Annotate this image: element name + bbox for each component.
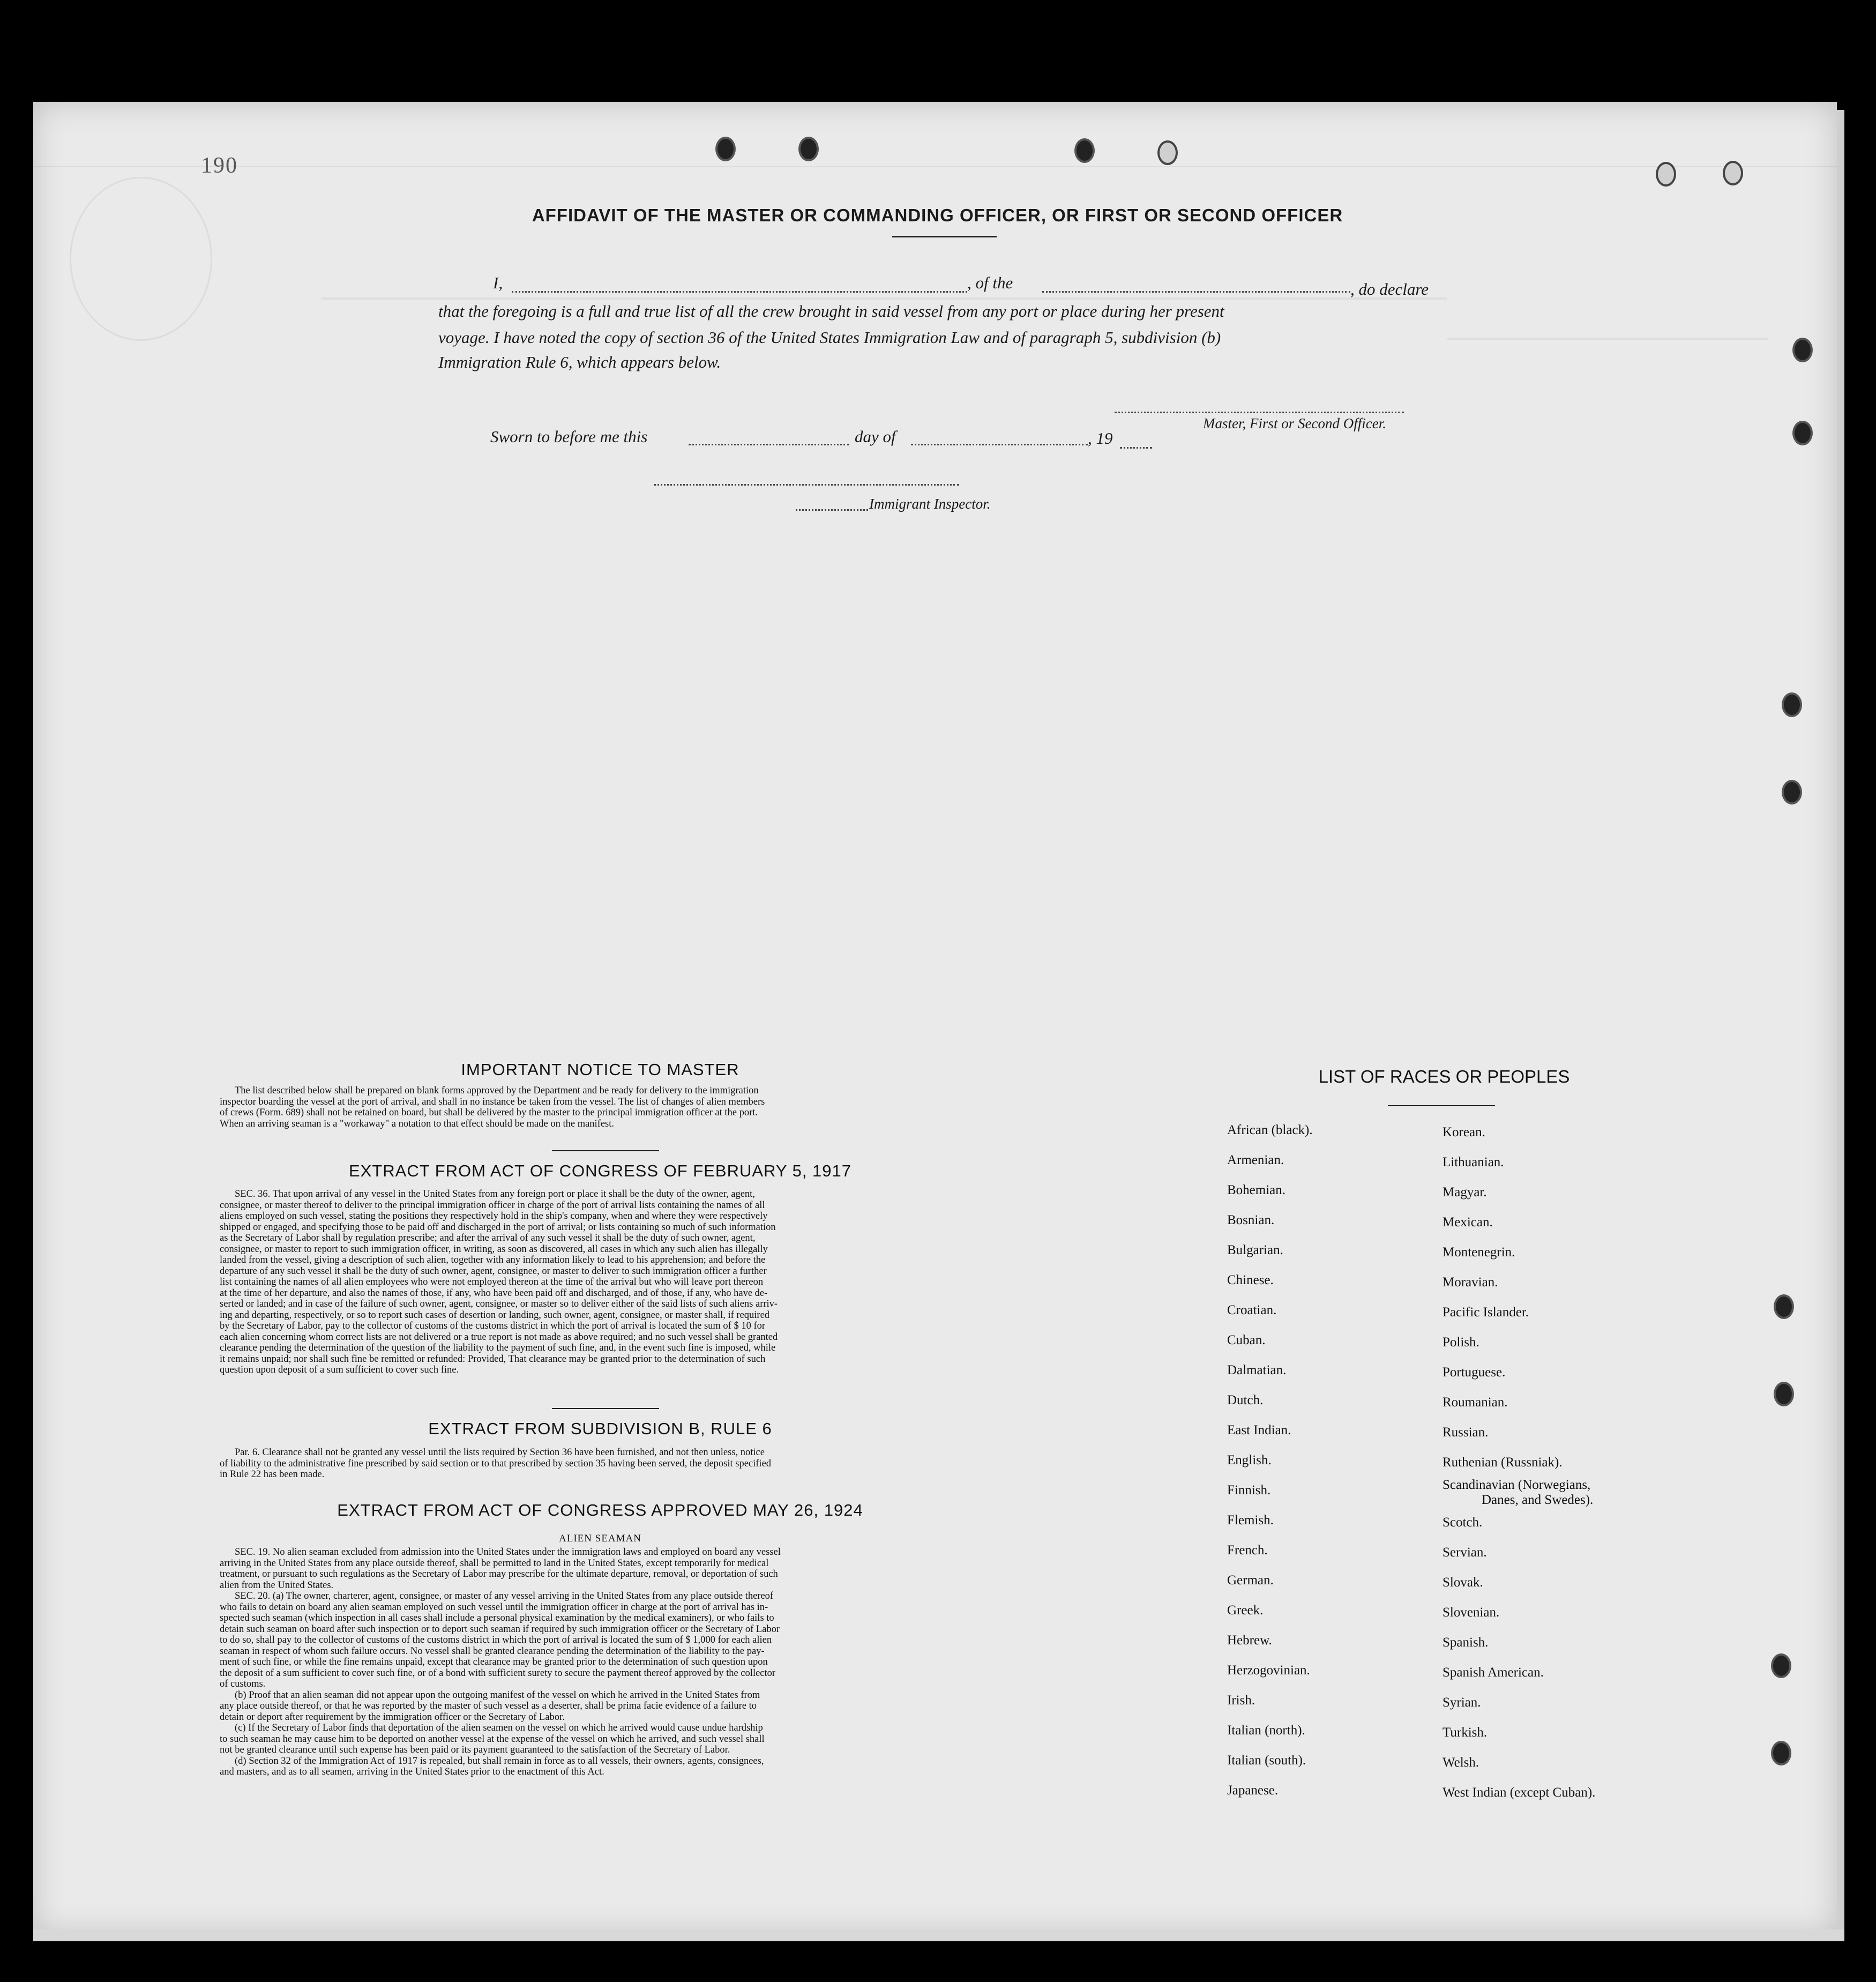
law-line: each alien concerning whom correct lists are not delivered or a true report is not made as above required; and no such vessel shall be granted bbox=[220, 1331, 778, 1343]
race-item: Spanish American. bbox=[1442, 1665, 1544, 1680]
race-item: Spanish. bbox=[1442, 1635, 1489, 1650]
races-title: LIST OF RACES OR PEOPLES bbox=[1318, 1067, 1570, 1086]
race-item: Russian. bbox=[1442, 1425, 1489, 1440]
punch-hole bbox=[1771, 1741, 1791, 1765]
race-item: Servian. bbox=[1442, 1545, 1487, 1560]
law-line: by the Secretary of Labor, pay to the collector of customs of the customs district in which the port of arrival is located the sum of $ 10 for bbox=[220, 1321, 766, 1331]
punch-hole bbox=[1792, 421, 1813, 445]
race-item: Hebrew. bbox=[1227, 1633, 1272, 1648]
notice-line: When an arriving seaman is a "workaway" a notation to that effect should be made on the manifest. bbox=[220, 1118, 615, 1129]
inspector-label: Immigrant Inspector. bbox=[869, 496, 991, 512]
affidavit-i: I, bbox=[493, 273, 503, 292]
inspector-prefix-field bbox=[796, 509, 868, 511]
extract-1924-subtitle: ALIEN SEAMAN bbox=[559, 1533, 641, 1544]
punch-hole bbox=[715, 137, 736, 161]
law-line: question upon deposit of a sum sufficient to cover such fine. bbox=[220, 1365, 459, 1375]
section-rule bbox=[552, 1408, 659, 1409]
race-item: Ruthenian (Russniak). bbox=[1442, 1455, 1563, 1470]
race-item: Italian (north). bbox=[1227, 1723, 1305, 1738]
punch-hole bbox=[1782, 692, 1802, 717]
law-line: alien from the United States. bbox=[220, 1579, 334, 1591]
law-line: seaman in respect of whom such failure occurs. No vessel shall be granted clearance pending the determination of the liability to the pay- bbox=[220, 1645, 765, 1657]
year-label: , 19 bbox=[1088, 429, 1113, 448]
race-item: Bohemian. bbox=[1227, 1183, 1286, 1197]
race-item: Korean. bbox=[1442, 1125, 1485, 1139]
signature-label: Master, First or Second Officer. bbox=[1203, 415, 1386, 431]
race-item: Slovak. bbox=[1442, 1575, 1483, 1590]
race-item: Armenian. bbox=[1227, 1153, 1284, 1167]
race-item: Japanese. bbox=[1227, 1783, 1279, 1798]
affidavit-title: AFFIDAVIT OF THE MASTER OR COMMANDING OFFICER, OR FIRST OR SECOND OFFICER bbox=[532, 205, 1343, 225]
sworn-year-field bbox=[1120, 447, 1152, 449]
race-item: Dutch. bbox=[1227, 1393, 1264, 1407]
sheet-edge bbox=[1837, 110, 1844, 1935]
law-line: the deposit of a sum sufficient to cover such fine, or of a bond with sufficient surety to secure the payment thereof approved by the collector bbox=[220, 1667, 776, 1679]
fold-line bbox=[33, 166, 1837, 167]
law-line: of customs. bbox=[220, 1679, 266, 1689]
punch-hole bbox=[1074, 138, 1095, 163]
affidavit-line-4: Immigration Rule 6, which appears below. bbox=[438, 353, 721, 371]
law-line: not be granted clearance until such expense has been paid or its payment guaranteed to the satisfaction of the Secretary of Labor. bbox=[220, 1745, 730, 1755]
race-item: Scandinavian (Norwegians, bbox=[1442, 1478, 1591, 1492]
rule-line: Par. 6. Clearance shall not be granted any vessel until the lists required by Section 36 have been furnished, and not then unless, notice bbox=[235, 1447, 765, 1458]
law-line: aliens employed on such vessel, stating the positions they respectively hold in the ship's company, when and where they were respectively bbox=[220, 1211, 768, 1221]
race-item: Italian (south). bbox=[1227, 1753, 1306, 1768]
race-item: Bulgarian. bbox=[1227, 1243, 1283, 1257]
race-item: French. bbox=[1227, 1543, 1268, 1558]
race-item: Portuguese. bbox=[1442, 1365, 1506, 1380]
rule-line: of liability to the administrative fine prescribed by said section or to that prescribed by section 35 having been served, the deposit specified bbox=[220, 1458, 772, 1469]
race-item: German. bbox=[1227, 1573, 1274, 1588]
inspector-signature-field bbox=[654, 484, 959, 486]
race-item: Finnish. bbox=[1227, 1483, 1271, 1497]
affidavit-line-3: voyage. I have noted the copy of section 36 of the United States Immigration Law and of paragraph 5, subdivision (b) bbox=[438, 328, 1221, 347]
law-line: SEC. 19. No alien seaman excluded from admission into the United States under the immigration laws and employed on board any vessel bbox=[235, 1547, 781, 1558]
law-line: any place outside thereof, or that he was reported by the master of such vessel as a deserter, shall be prima facie evidence of a failure to bbox=[220, 1701, 757, 1711]
notice-line: inspector boarding the vessel at the port of arrival, and shall in no instance be taken from the vessel. The list of changes of alien members bbox=[220, 1096, 765, 1107]
signature-field bbox=[1115, 412, 1404, 413]
race-item: Chinese. bbox=[1227, 1273, 1274, 1287]
law-line: (c) If the Secretary of Labor finds that deportation of the alien seamen on the vessel on which he arrived would cause undue hardship bbox=[235, 1723, 763, 1733]
law-line: and masters, and as to all seamen, arriving in the United States prior to the enactment of this Act. bbox=[220, 1767, 604, 1777]
punch-hole bbox=[1771, 1653, 1791, 1678]
race-item: English. bbox=[1227, 1453, 1272, 1467]
law-line: serted or landed; and in case of the failure of such owner, agent, consignee, or master so to deliver either of the said lists of such aliens arriv- bbox=[220, 1299, 778, 1309]
extract-1924-title: EXTRACT FROM ACT OF CONGRESS APPROVED MAY 26, 1924 bbox=[337, 1501, 863, 1519]
race-item: Cuban. bbox=[1227, 1333, 1266, 1347]
race-item: East Indian. bbox=[1227, 1423, 1291, 1437]
law-line: landed from the vessel, giving a description of such alien, together with any information likely to lead to his apprehension; and before the bbox=[220, 1255, 766, 1265]
sworn-day-field bbox=[689, 444, 849, 445]
race-item: Greek. bbox=[1227, 1603, 1264, 1618]
punch-hole bbox=[1774, 1382, 1794, 1406]
race-item: Pacific Islander. bbox=[1442, 1305, 1529, 1320]
race-item: Magyar. bbox=[1442, 1185, 1487, 1199]
extract-1917-text bbox=[220, 1189, 983, 1376]
name-field bbox=[512, 291, 967, 293]
rule6-title: EXTRACT FROM SUBDIVISION B, RULE 6 bbox=[428, 1419, 772, 1438]
law-line: ment of such fine, or while the fine remains unpaid, except that clearance may be granted prior to the determination of such question upon bbox=[220, 1657, 768, 1667]
punch-hole bbox=[1792, 338, 1813, 362]
affidavit-line-2: that the foregoing is a full and true list of all the crew brought in said vessel from any port or place during her present bbox=[438, 302, 1224, 321]
race-item: Flemish. bbox=[1227, 1513, 1274, 1528]
law-line: as the Secretary of Labor shall by regulation prescribe; and after the arrival of any such vessel it shall be the duty of such owner, agent, bbox=[220, 1233, 756, 1243]
race-item: Moravian. bbox=[1442, 1275, 1498, 1290]
race-item: Montenegrin. bbox=[1442, 1245, 1515, 1260]
affidavit-of-the: , of the bbox=[967, 273, 1013, 292]
law-line: consignee, or master thereof to deliver to the principal immigration officer in charge of the port of arrival lists containing the names of all bbox=[220, 1199, 765, 1211]
title-rule bbox=[892, 236, 997, 237]
race-item: Slovenian. bbox=[1442, 1605, 1500, 1620]
law-line: list containing the names of all alien employees who were not employed thereon at the time of the arrival but who will leave port thereon bbox=[220, 1277, 764, 1287]
law-line: (d) Section 32 of the Immigration Act of 1917 is repealed, but shall remain in force as to all vessels, their owners, agents, consignees, bbox=[235, 1755, 764, 1767]
rule-line: in Rule 22 has been made. bbox=[220, 1469, 325, 1480]
punch-hole bbox=[798, 137, 819, 161]
notice-line: of crews (Form. 689) shall not be retained on board, but shall be delivered by the master to the principal immigration officer at the port. bbox=[220, 1107, 758, 1118]
race-item: Dalmatian. bbox=[1227, 1363, 1287, 1377]
race-item: Lithuanian. bbox=[1442, 1155, 1504, 1169]
law-line: who fails to detain on board any alien seaman employed on such vessel until the immigration officer in charge at the port of arrival has in- bbox=[220, 1601, 768, 1613]
lower-sheet-strip bbox=[33, 1929, 1844, 1941]
race-item: Danes, and Swedes). bbox=[1482, 1493, 1594, 1507]
law-line: at the time of her departure, and also the names of those, if any, who have been paid off and discharged, and of those, if any, who have de- bbox=[220, 1287, 768, 1299]
bleed-through bbox=[1447, 316, 1768, 340]
race-item: Polish. bbox=[1442, 1335, 1479, 1350]
race-item: Welsh. bbox=[1442, 1755, 1479, 1770]
affidavit-declare: , do declare bbox=[1350, 280, 1429, 299]
race-item: Irish. bbox=[1227, 1693, 1255, 1708]
law-line: arriving in the United States from any place outside thereof, shall be permitted to land in the United States, except temporarily for medical bbox=[220, 1558, 769, 1569]
extract-1924-text bbox=[220, 1547, 983, 1778]
punch-hole bbox=[1774, 1294, 1794, 1319]
law-line: it remains unpaid; nor shall such fine be remitted or refunded: Provided, That clearance may be granted prior to the determination of such bbox=[220, 1353, 766, 1365]
race-item: Mexican. bbox=[1442, 1215, 1493, 1230]
race-item: Croatian. bbox=[1227, 1303, 1277, 1317]
faded-seal bbox=[70, 177, 212, 341]
races-rule bbox=[1388, 1105, 1495, 1106]
page-number: 190 bbox=[201, 153, 238, 178]
race-item: Herzogovinian. bbox=[1227, 1663, 1310, 1678]
sworn-month-field bbox=[911, 444, 1088, 445]
punch-hole bbox=[1656, 162, 1676, 187]
law-line: to do so, shall pay to the collector of customs of the customs district in which the port of arrival is located the sum of $ 1,000 for each alien bbox=[220, 1635, 772, 1645]
law-line: shipped or engaged, and specifying those to be paid off and discharged in the port of arrival; or lists containing so much of such information bbox=[220, 1221, 776, 1233]
day-of-label: day of bbox=[855, 427, 896, 446]
extract-1917-title: EXTRACT FROM ACT OF CONGRESS OF FEBRUARY 5, 1917 bbox=[348, 1161, 852, 1180]
punch-hole bbox=[1723, 161, 1743, 185]
race-item: Roumanian. bbox=[1442, 1395, 1508, 1410]
notice-line: The list described below shall be prepared on blank forms approved by the Department and be ready for delivery to the immigration bbox=[235, 1085, 759, 1096]
law-line: ing and departing, respectively, or so to report such cases of desertion or landing, such owner, agent, consignee, or master shall, if required bbox=[220, 1309, 770, 1321]
law-line: (b) Proof that an alien seaman did not appear upon the outgoing manifest of the vessel on which he arrived in the United States from bbox=[235, 1689, 760, 1701]
notice-title: IMPORTANT NOTICE TO MASTER bbox=[461, 1060, 739, 1079]
punch-hole bbox=[1782, 780, 1802, 804]
law-line: detain or deport after requirement by the immigration officer or the Secretary of Labor. bbox=[220, 1711, 565, 1723]
law-line: SEC. 20. (a) The owner, charterer, agent, consignee, or master of any vessel arriving in the United States from any place outside thereof bbox=[235, 1591, 774, 1601]
law-line: spected such seaman (which inspection in all cases shall include a personal physical examination by the medical examiners), or who fails to bbox=[220, 1613, 774, 1623]
law-line: detain such seaman on board after such inspection or to deport such seaman if required by such immigration officer or the Secretary of Labor bbox=[220, 1623, 780, 1635]
race-item: Scotch. bbox=[1442, 1515, 1483, 1530]
race-item: African (black). bbox=[1227, 1123, 1313, 1137]
race-item: Syrian. bbox=[1442, 1695, 1481, 1710]
notice-text bbox=[220, 1085, 983, 1129]
punch-hole bbox=[1157, 140, 1178, 165]
law-line: treatment, or pursuant to such regulations as the Secretary of Labor may prescribe for the ultimate departure, removal, or deportation of such bbox=[220, 1569, 778, 1579]
vessel-field bbox=[1042, 291, 1350, 293]
bleed-through bbox=[322, 276, 1447, 300]
race-item: Bosnian. bbox=[1227, 1213, 1275, 1227]
law-line: departure of any such vessel it shall be the duty of such owner, agent, consignee, or master to deliver to such immigration officer a further bbox=[220, 1265, 767, 1277]
section-rule bbox=[552, 1150, 659, 1151]
law-line: to such seaman he may cause him to be deported on another vessel at the expense of the vessel on which he arrived, and such vessel shall bbox=[220, 1733, 765, 1745]
law-line: consignee, or master to report to such immigration officer, in writing, as soon as discovered, all cases in which any such alien has illegally bbox=[220, 1243, 768, 1255]
law-line: clearance pending the determination of the question of the liability to the payment of such fine, and, in the event such fine is imposed, while bbox=[220, 1343, 776, 1353]
rule6-text bbox=[220, 1447, 983, 1480]
law-line: SEC. 36. That upon arrival of any vessel in the United States from any foreign port or place it shall be the duty of the owner, agent, bbox=[235, 1189, 755, 1199]
race-item: Turkish. bbox=[1442, 1725, 1488, 1740]
race-item: West Indian (except Cuban). bbox=[1442, 1785, 1596, 1800]
sworn-label: Sworn to before me this bbox=[490, 427, 648, 446]
